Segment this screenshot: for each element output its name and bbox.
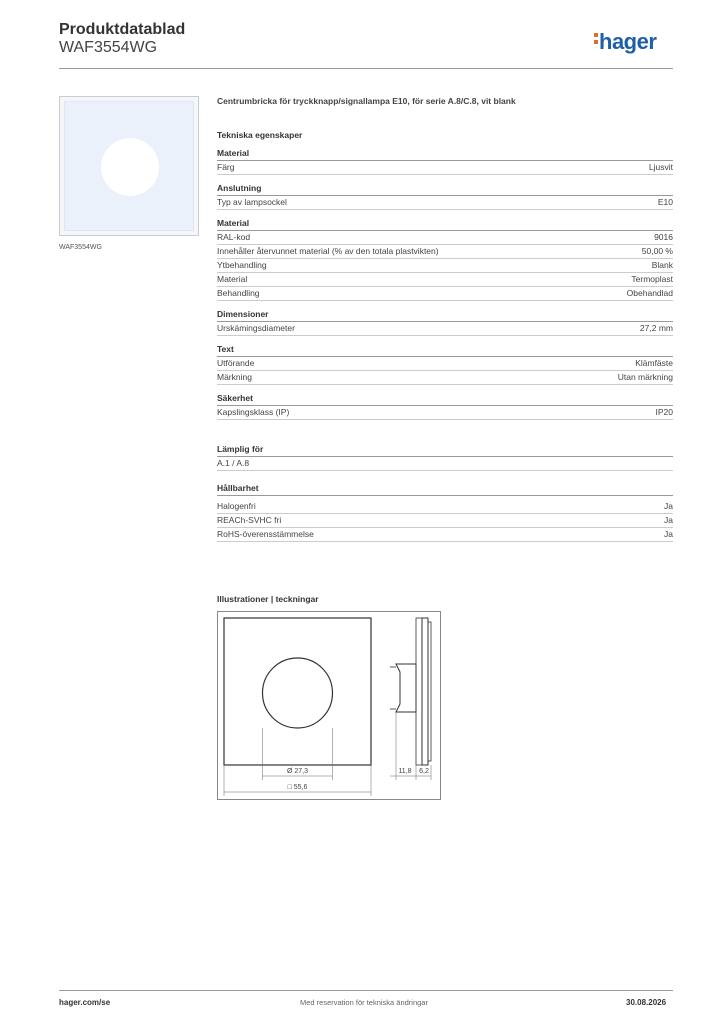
side-mount-outline [396, 664, 416, 712]
group-heading: Material [217, 148, 673, 161]
spec-label: Typ av lampsockel [217, 197, 287, 207]
spec-group [217, 218, 673, 301]
group-heading: Material [217, 218, 673, 231]
spec-row [217, 259, 673, 273]
center-hole-graphic [101, 138, 159, 196]
group-heading: Dimensioner [217, 309, 673, 322]
suitable-group [217, 444, 673, 471]
spec-row [217, 406, 673, 420]
spec-row [217, 528, 673, 542]
group-heading: Säkerhet [217, 393, 673, 406]
spec-group [217, 309, 673, 336]
sustainability-rows [217, 500, 673, 542]
spec-value: Utan märkning [617, 372, 673, 382]
spec-value: Blank [651, 260, 673, 270]
drawing-svg [218, 612, 440, 799]
spec-section [217, 96, 673, 550]
spec-value: IP20 [655, 407, 673, 417]
spec-row [217, 457, 673, 471]
spec-label: Utförande [217, 358, 255, 368]
image-caption: WAF3554WG [59, 244, 102, 251]
page-title: Produktdatablad [59, 21, 186, 38]
spec-value: Ja [664, 529, 673, 539]
spec-label: Urskämingsdiameter [217, 323, 295, 333]
spec-group [217, 344, 673, 385]
sustainability-group [217, 483, 673, 542]
spec-row [217, 500, 673, 514]
spec-label: Ytbehandling [217, 260, 267, 270]
spec-group [217, 183, 673, 210]
spec-row [217, 357, 673, 371]
spec-groups [217, 148, 673, 420]
spec-label: Material [217, 274, 248, 284]
spec-value: 27,2 mm [639, 323, 673, 333]
spec-value: A.1 / A.8 [217, 458, 250, 468]
spec-label: Märkning [217, 372, 252, 382]
dim-plate-label: 6,2 [419, 768, 429, 775]
spec-label: RAL-kod [217, 232, 251, 242]
spec-row [217, 231, 673, 245]
spec-row [217, 273, 673, 287]
spec-value: Klämfäste [635, 358, 673, 368]
group-heading: Lämplig för [217, 444, 673, 457]
logo-text: hager [599, 29, 657, 54]
spec-value: Obehandlad [626, 288, 673, 298]
spec-label: Innehåller återvunnet material (% av den totala plastvikten) [217, 246, 439, 256]
spec-row [217, 196, 673, 210]
hager-logo [594, 29, 656, 55]
plate-graphic [64, 101, 194, 231]
spec-value: Termoplast [631, 274, 673, 284]
footer-note: Med reservation för tekniska ändringar [300, 998, 428, 1007]
spec-row [217, 371, 673, 385]
spec-label: REACh-SVHC fri [217, 515, 282, 525]
dim-hole-label: Ø 27,3 [286, 768, 309, 775]
spec-row [217, 161, 673, 175]
plate-outline [224, 618, 371, 765]
tech-heading: Tekniska egenskaper [217, 130, 303, 140]
spec-label: Behandling [217, 288, 260, 298]
spec-row [217, 245, 673, 259]
group-heading: Anslutning [217, 183, 673, 196]
spec-value: Ja [664, 515, 673, 525]
spec-value: 50,00 % [641, 246, 673, 256]
side-plate-outline [422, 618, 428, 765]
hole-outline [263, 658, 333, 728]
group-heading: Text [217, 344, 673, 357]
product-code: WAF3554WG [59, 39, 158, 56]
product-image [59, 96, 199, 236]
footer-website-link[interactable]: hager.com/se [59, 998, 111, 1007]
spec-group [217, 393, 673, 420]
spec-value: Ja [664, 501, 673, 511]
spec-group [217, 148, 673, 175]
spec-label: Färg [217, 162, 235, 172]
dim-depth-label: 11,8 [398, 768, 412, 775]
spec-row [217, 287, 673, 301]
header-divider [59, 68, 673, 69]
spec-label: Halogenfri [217, 501, 256, 511]
footer-date: 30.08.2026 [626, 998, 667, 1007]
spec-value: 9016 [654, 232, 673, 242]
footer-divider [59, 990, 673, 991]
spec-row [217, 514, 673, 528]
illustration-heading: Illustrationer | teckningar [217, 594, 319, 604]
technical-drawing [217, 611, 441, 800]
spec-value: E10 [657, 197, 673, 207]
spec-value: Ljusvit [648, 162, 673, 172]
dim-width-label: □ 55,6 [287, 784, 308, 791]
spec-row [217, 322, 673, 336]
spec-label: RoHS-överensstämmelse [217, 529, 314, 539]
spec-label: Kapslingsklass (IP) [217, 407, 290, 417]
logo-dots-icon [594, 30, 599, 47]
product-description: Centrumbricka för tryckknapp/signallampa E10, för serie A.8/C.8, vit blank [217, 96, 516, 106]
group-heading: Hållbarhet [217, 483, 673, 496]
